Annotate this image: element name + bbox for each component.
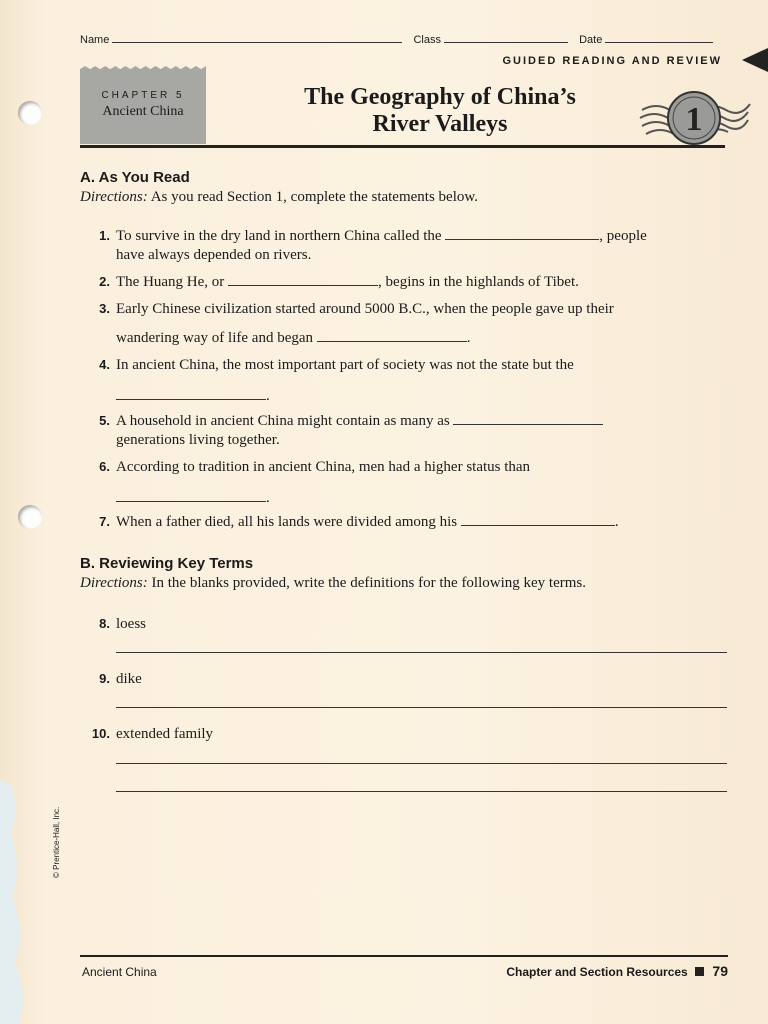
item-number: 7. (99, 514, 110, 529)
section-number: 1 (685, 101, 703, 138)
list-item (86, 457, 530, 508)
item-text: Early Chinese civilization started around 5000 B.C., when the people gave up their (116, 301, 614, 317)
footer-resources-label: Chapter and Section Resources (506, 965, 688, 979)
name-field[interactable] (112, 42, 402, 43)
list-item (86, 299, 614, 348)
item-text: , people (599, 228, 647, 244)
section-a-directions (80, 189, 478, 206)
class-field[interactable] (444, 42, 568, 43)
item-text: The Huang He, or (116, 274, 225, 290)
key-term: extended family (116, 726, 214, 742)
answer-blank[interactable] (116, 501, 266, 502)
item-text: In ancient China, the most important part of society was not the state but the (116, 357, 574, 373)
item-text-continued: . (86, 489, 530, 508)
date-field[interactable] (605, 42, 713, 43)
item-text: When a father died, all his lands were divided among his (116, 514, 458, 530)
answer-blank[interactable] (445, 239, 599, 240)
page-title (230, 84, 650, 138)
list-item (86, 226, 726, 265)
binder-hole-top (18, 101, 42, 125)
directions-label: Directions: (80, 189, 148, 205)
key-term: loess (116, 616, 146, 632)
name-class-date-row (80, 34, 713, 46)
list-item (86, 272, 579, 292)
item-number: 5. (99, 413, 110, 428)
key-term-item (86, 724, 213, 744)
item-text: According to tradition in ancient China, men had a higher status than (116, 459, 531, 475)
date-label: Date (579, 34, 603, 46)
definition-blank[interactable] (116, 707, 727, 708)
key-term-item (86, 614, 146, 634)
item-number: 10. (91, 726, 110, 741)
list-item (86, 411, 726, 450)
footer-rule (80, 955, 728, 957)
item-number: 8. (99, 616, 110, 631)
item-number: 1. (99, 228, 110, 243)
title-line-2: River Valleys (372, 111, 508, 137)
item-text: . (614, 514, 619, 530)
item-number: 2. (99, 274, 110, 289)
section-a-heading: A. As You Read (80, 169, 190, 186)
item-number: 4. (99, 357, 110, 372)
directions-text: In the blanks provided, write the definitions for the following key terms. (151, 575, 587, 591)
key-term: dike (116, 671, 142, 687)
item-number: 9. (99, 671, 110, 686)
binder-hole-bottom (18, 505, 42, 529)
item-text: To survive in the dry land in northern China called the (116, 228, 442, 244)
section-b-heading: B. Reviewing Key Terms (80, 555, 254, 572)
item-text-continued: wandering way of life and began . (116, 330, 471, 346)
key-term-item (86, 669, 142, 689)
footer-right (506, 963, 728, 979)
definition-blank[interactable] (116, 763, 727, 764)
section-b-directions (80, 575, 586, 592)
guided-reading-label: GUIDED READING AND REVIEW (502, 55, 722, 67)
class-label: Class (413, 34, 441, 46)
chapter-name: Ancient China (102, 104, 184, 119)
directions-text: As you read Section 1, complete the statements below. (150, 189, 478, 205)
item-text: , begins in the highlands of Tibet. (378, 274, 579, 290)
item-number: 6. (99, 459, 110, 474)
item-text-continued: . (86, 387, 574, 406)
directions-label: Directions: (80, 575, 148, 591)
arrow-tab-icon (742, 48, 768, 72)
copyright-notice: © Prentice-Hall, Inc. (52, 806, 61, 878)
page-number: 79 (712, 963, 728, 979)
title-rule (80, 145, 725, 148)
title-line-1: The Geography of China’s (304, 84, 576, 110)
square-bullet-icon (695, 967, 704, 976)
answer-blank[interactable] (453, 424, 603, 425)
item-text: A household in ancient China might contain as many as (116, 413, 450, 429)
definition-blank[interactable] (116, 652, 727, 653)
list-item (86, 355, 574, 406)
name-label: Name (80, 34, 110, 46)
definition-blank[interactable] (116, 791, 727, 792)
item-number: 3. (99, 301, 110, 316)
answer-blank[interactable] (116, 399, 266, 400)
answer-blank[interactable] (317, 341, 467, 342)
answer-blank[interactable] (228, 285, 378, 286)
footer-left-title: Ancient China (82, 965, 157, 979)
list-item (86, 512, 619, 532)
answer-blank[interactable] (461, 525, 615, 526)
item-text-continued: generations living together. (116, 432, 280, 448)
item-text-continued: have always depended on rivers. (116, 247, 312, 263)
chapter-label: CHAPTER 5 (101, 90, 185, 101)
